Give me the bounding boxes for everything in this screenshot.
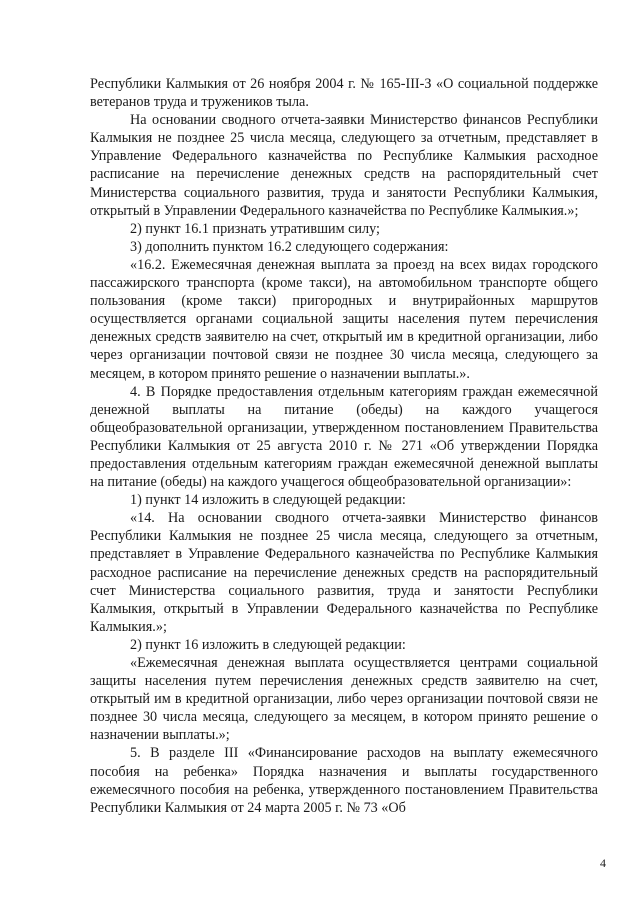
paragraph: «14. На основании сводного отчета-заявки Министерство финансов Республики Калмыкия не позднее 25 числа месяца, следующего за отчетным, представляет в Управление Федерального казначейства по Республике Калмыкия расходное расписание на перечисление денежных средств на распорядительный счет Министерства социального развития, труда и занятости Республики Калмыкия, открытый в Управлении Федерального казначейства по Республике Калмыкия.»;: [90, 510, 598, 635]
paragraph-continuation: Республики Калмыкия от 26 ноября 2004 г. № 165-III-З «О социальной поддержке ветеранов труда и тружеников тыла.: [90, 76, 598, 111]
paragraph: 1) пункт 14 изложить в следующей редакции:: [130, 492, 406, 509]
paragraph: 2) пункт 16 изложить в следующей редакции:: [130, 636, 406, 653]
paragraph: 3) дополнить пунктом 16.2 следующего содержания:: [130, 238, 449, 255]
page-number: 4: [600, 856, 606, 870]
document-body: [90, 75, 598, 817]
paragraph: 2) пункт 16.1 признать утратившим силу;: [130, 220, 380, 237]
paragraph: На основании сводного отчета-заявки Министерство финансов Республики Калмыкия не позднее 25 числа месяца, следующего за отчетным, представляет в Управление Федерального казначейства по Республике Калмыкия расходное расписание на перечисление денежных средств на распорядительный счет Министерства социального развития, труда и занятости Республики Калмыкия, открытый в Управлении Федерального казначейства по Республике Калмыкия.»;: [90, 112, 598, 219]
paragraph: «16.2. Ежемесячная денежная выплата за проезд на всех видах городского пассажирского транспорта (кроме такси), на автомобильном транспорте общего пользования (кроме такси) пригородных и внутрирайонных маршрутов осуществляется органами социальной защиты населения путем перечисления денежных средств заявителю на счет, открытый им в кредитной организации, либо через организации почтовой связи не позднее 30 числа месяца, следующего за месяцем, в котором принято решение о назначении выплаты.».: [90, 256, 598, 382]
paragraph: 5. В разделе III «Финансирование расходов на выплату ежемесячного пособия на ребенка» Порядка назначения и выплаты государственного ежемесячного пособия на ребенка, утвержденного постановлением Правительства Республики Калмыкия от 24 марта 2005 г. № 73 «Об: [90, 745, 598, 816]
paragraph: 4. В Порядке предоставления отдельным категориям граждан ежемесячной денежной выплаты на питание (обеды) на каждого учащегося общеобразовательной организации, утвержденном постановлением Правительства Республики Калмыкия от 25 августа 2010 г. № 271 «Об утверждении Порядка предоставления отдельным категориям граждан ежемесячной денежной выплаты на питание (обеды) на каждого учащегося общеобразовательной организации»:: [90, 383, 598, 491]
paragraph: «Ежемесячная денежная выплата осуществляется центрами социальной защиты населения путем перечисления денежных средств заявителю на счет, открытый им в кредитной организации, либо через организации почтовой связи не позднее 30 числа месяца, следующего за месяцем, в котором принято решение о назначении выплаты.»;: [90, 655, 598, 744]
